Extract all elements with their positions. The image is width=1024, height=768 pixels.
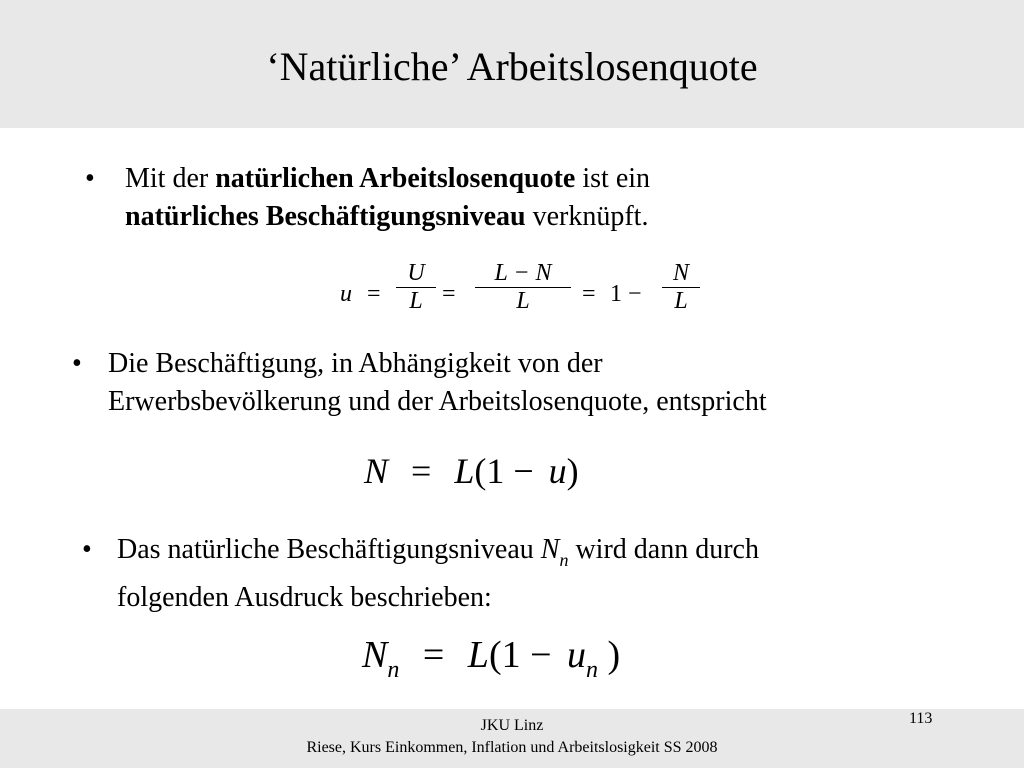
- fraction-l-minus-n-over-l: [475, 260, 571, 315]
- formula-equals: =: [367, 281, 381, 307]
- formula-var-l: L: [467, 634, 489, 676]
- text-segment: Das natürliche Beschäftigungsniveau: [117, 534, 541, 565]
- bold-term-natural-rate: natürlichen Arbeitslosenquote: [215, 163, 576, 194]
- formula-equals: =: [411, 451, 432, 491]
- text-line: Erwerbsbevölkerung und der Arbeitslosenquote, entspricht: [108, 386, 767, 417]
- var-subscript: n: [559, 550, 569, 570]
- formula-one-minus: 1 −: [610, 281, 642, 307]
- formula-employment: [364, 449, 579, 493]
- text-segment: wird dann durch: [568, 534, 759, 565]
- formula-paren-close: ): [566, 451, 579, 491]
- fraction-denominator: L: [516, 288, 530, 314]
- bullet-icon: •: [72, 348, 82, 379]
- formula-var-u: u: [548, 451, 567, 491]
- text-segment: Mit der: [125, 163, 216, 194]
- formula-paren-open: (1 −: [488, 634, 552, 676]
- bullet-text: [125, 160, 650, 236]
- formula-subscript: n: [586, 657, 599, 683]
- formula-paren-close: ): [607, 634, 621, 676]
- fraction-numerator: L − N: [494, 260, 552, 286]
- fraction-u-over-l: [396, 260, 436, 315]
- slide-title: ‘Natürliche’ Arbeitslosenquote: [266, 44, 758, 89]
- fraction-denominator: L: [409, 288, 423, 314]
- text-segment: verknüpft.: [525, 201, 649, 232]
- fraction-n-over-l: [662, 260, 700, 315]
- formula-var-l: L: [454, 451, 475, 491]
- formula-paren-open: (1 −: [474, 451, 534, 491]
- formula-equals: =: [442, 281, 456, 307]
- text-line: Die Beschäftigung, in Abhängigkeit von der: [108, 348, 603, 379]
- formula-equals: =: [582, 281, 596, 307]
- formula-var-u: u: [340, 281, 352, 307]
- bullet-text: [108, 345, 767, 421]
- bullet-icon: •: [85, 163, 95, 194]
- page-number: 113: [909, 710, 933, 727]
- formula-equals: =: [422, 634, 445, 676]
- formula-var-n: N: [362, 634, 388, 676]
- fraction-numerator: N: [672, 260, 689, 286]
- formula-var-u: u: [567, 634, 587, 676]
- footer-institution: JKU Linz: [480, 717, 544, 734]
- var-n: N: [540, 534, 560, 565]
- formula-var-n: N: [364, 451, 389, 491]
- formula-subscript: n: [387, 657, 400, 683]
- text-line: folgenden Ausdruck beschrieben:: [117, 582, 492, 613]
- formula-natural-employment: [362, 632, 620, 693]
- bold-term-employment-level: natürliches Beschäftigungsniveau: [125, 201, 526, 232]
- footer-course: Riese, Kurs Einkommen, Inflation und Arbeitslosigkeit SS 2008: [306, 739, 718, 756]
- bullet-icon: •: [82, 534, 92, 565]
- fraction-denominator: L: [674, 288, 688, 314]
- bullet-text: [117, 531, 759, 617]
- text-segment: ist ein: [575, 163, 651, 194]
- fraction-numerator: U: [407, 260, 425, 286]
